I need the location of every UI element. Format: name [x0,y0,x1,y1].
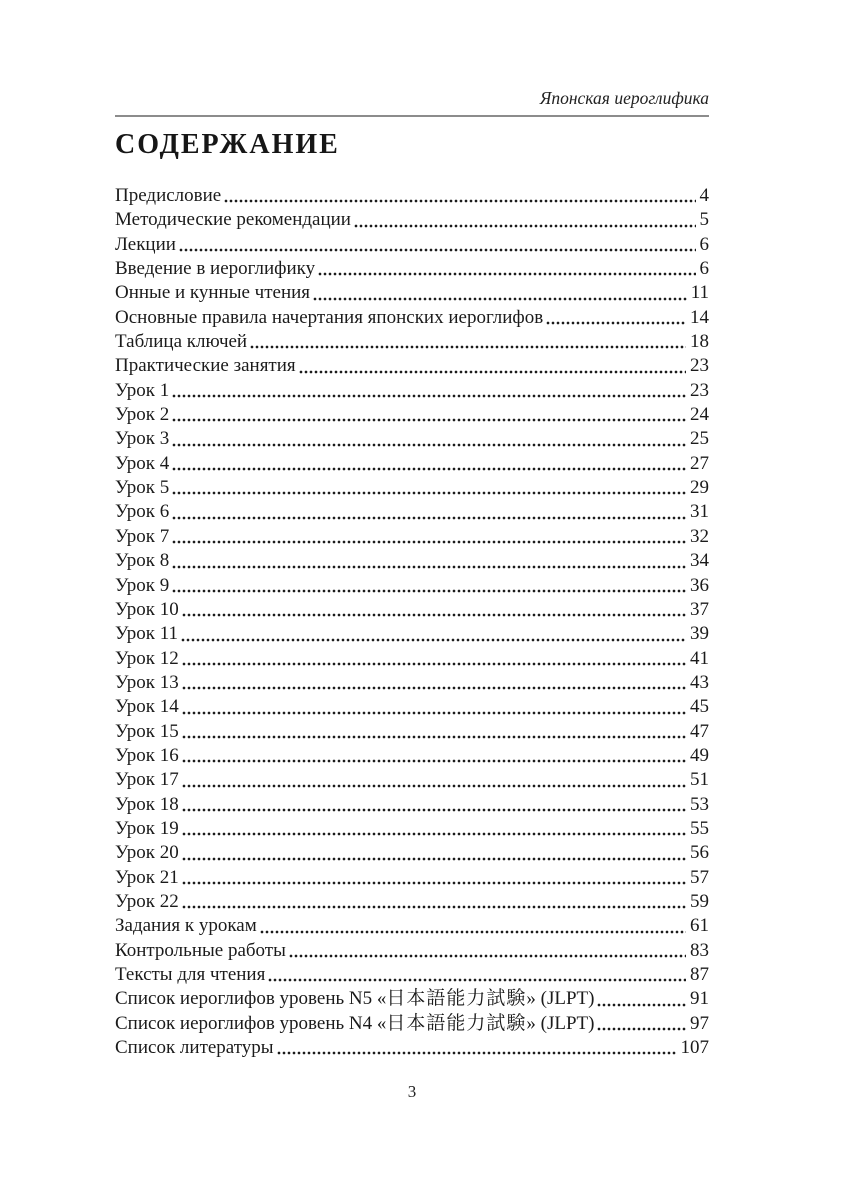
toc-entry [115,379,709,403]
toc-entry-page: 24 [690,404,709,426]
toc-entry-label: Урок 3 [115,428,170,450]
toc-entry-page: 6 [699,258,709,280]
toc-entry-label: Урок 22 [115,890,179,912]
toc-entry-label: Урок 6 [115,501,170,523]
toc-dot-leader [172,565,686,569]
toc-entry [115,1036,709,1060]
toc-dot-leader [182,808,686,812]
footer-page-number: 3 [407,1082,417,1101]
toc-dot-leader [597,1003,686,1007]
toc-entry-page: 4 [699,185,709,206]
toc-entry [115,525,709,549]
toc-dot-leader [224,199,695,203]
toc-entry [115,987,709,1011]
toc-entry [115,622,709,646]
toc-entry-label: Введение в иероглифику [115,258,316,280]
toc-dot-leader [597,1027,686,1031]
toc-entry-label: Онные и кунные чтения [115,282,311,304]
toc-dot-leader [182,686,686,690]
toc-dot-leader [182,735,686,739]
toc-entry-label: Основные правила начертания японских иероглифов [115,306,544,328]
toc-entry [115,330,709,354]
toc-entry [115,841,709,865]
toc-dot-leader [260,930,686,934]
toc-dot-leader [172,540,686,544]
toc-entry-label: Предисловие [115,185,222,206]
toc-dot-leader [354,224,696,228]
toc-dot-leader [546,321,686,325]
toc-entry-page: 43 [690,671,709,693]
toc-entry [115,1012,709,1036]
toc-entry [115,500,709,524]
toc-entry-label: Практические занятия [115,355,296,377]
toc-dot-leader [277,1051,677,1055]
toc-entry-page: 107 [680,1037,709,1059]
toc-entry-page: 51 [690,769,709,791]
toc-entry-label: Урок 15 [115,720,179,742]
toc-entry-label: Список иероглифов уровень N5 «日本語能力試験» (JLPT) [115,987,595,1010]
toc-entry [115,208,709,232]
toc-dot-leader [299,370,686,374]
toc-entry [115,647,709,671]
toc-entry-page: 49 [690,744,709,766]
toc-dot-leader [179,248,696,252]
toc-entry [115,793,709,817]
toc-dot-leader [182,857,686,861]
toc-entry-label: Задания к урокам [115,915,257,937]
toc-list [115,184,709,1060]
toc-entry-label: Урок 20 [115,842,179,864]
toc-entry-label: Урок 5 [115,477,170,499]
toc-entry-label: Урок 10 [115,598,179,620]
header-rule [115,115,709,117]
toc-dot-leader [172,443,686,447]
toc-entry-page: 61 [690,915,709,937]
toc-entry-label: Урок 19 [115,817,179,839]
toc-dot-leader [182,832,686,836]
toc-entry [115,233,709,257]
toc-entry-label: Таблица ключей [115,331,248,353]
toc-dot-leader [172,589,686,593]
toc-dot-leader [182,784,686,788]
toc-entry-label: Урок 17 [115,769,179,791]
jlpt-kanji-text: 日本語能力試験 [386,987,527,1010]
toc-entry-label: Урок 8 [115,550,170,572]
toc-dot-leader [172,394,686,398]
page-title: СОДЕРЖАНИЕ [115,129,340,160]
toc-dot-leader [182,905,686,909]
toc-entry-label: Методические рекомендации [115,209,351,231]
toc-entry-label: Контрольные работы [115,939,286,961]
toc-entry-page: 37 [690,598,709,620]
toc-entry [115,184,709,208]
toc-entry-label: Урок 4 [115,452,170,474]
toc-dot-leader [172,516,686,520]
toc-entry-page: 36 [690,574,709,596]
toc-dot-leader [289,954,686,958]
toc-entry-page: 23 [690,379,709,401]
toc-entry-page: 53 [690,793,709,815]
toc-entry [115,890,709,914]
toc-entry [115,281,709,305]
toc-entry-label: Урок 11 [115,623,179,645]
toc-entry-label: Тексты для чтения [115,964,266,985]
toc-entry [115,914,709,938]
toc-entry-page: 29 [690,477,709,499]
toc-entry-page: 56 [690,842,709,864]
toc-entry-label: Лекции [115,233,176,255]
toc-entry-page: 25 [690,428,709,450]
toc-dot-leader [172,418,686,422]
toc-dot-leader [182,881,686,885]
toc-entry-label: Урок 2 [115,404,170,426]
toc-entry-page: 57 [690,866,709,888]
toc-entry-page: 6 [699,233,709,255]
toc-entry [115,817,709,841]
toc-entry-page: 31 [690,501,709,523]
toc-entry-label: Урок 14 [115,696,179,718]
toc-dot-leader [318,272,695,276]
toc-entry-label: Урок 18 [115,793,179,815]
toc-entry-page: 27 [690,452,709,474]
toc-entry [115,574,709,598]
toc-entry-page: 32 [690,525,709,547]
toc-entry [115,598,709,622]
toc-dot-leader [182,662,686,666]
toc-entry [115,695,709,719]
toc-entry-page: 97 [690,1012,709,1034]
toc-entry-page: 91 [690,988,709,1010]
toc-entry [115,306,709,330]
toc-entry-label: Урок 1 [115,379,170,401]
toc-entry-page: 83 [690,939,709,961]
toc-entry-label: Урок 7 [115,525,170,547]
toc-entry [115,939,709,963]
toc-dot-leader [182,613,686,617]
toc-dot-leader [172,491,686,495]
toc-entry [115,549,709,573]
toc-entry-label: Список литературы [115,1037,274,1059]
toc-entry [115,354,709,378]
toc-dot-leader [182,711,686,715]
toc-entry [115,720,709,744]
toc-entry-page: 39 [690,623,709,645]
toc-entry [115,744,709,768]
toc-entry-label: Урок 12 [115,647,179,669]
toc-entry-page: 18 [690,331,709,353]
toc-entry-page: 47 [690,720,709,742]
toc-entry-page: 87 [690,964,709,985]
toc-entry [115,866,709,890]
toc-entry-label: Список иероглифов уровень N4 «日本語能力試験» (JLPT) [115,1011,595,1034]
toc-entry-page: 23 [690,355,709,377]
jlpt-kanji-text: 日本語能力試験 [386,1011,527,1034]
toc-entry-label: Урок 16 [115,744,179,766]
toc-entry-label: Урок 13 [115,671,179,693]
toc-entry-page: 34 [690,550,709,572]
toc-dot-leader [182,759,686,763]
toc-entry [115,963,709,987]
toc-entry-page: 5 [699,209,709,231]
toc-entry-page: 59 [690,890,709,912]
toc-entry [115,476,709,500]
toc-dot-leader [172,467,686,471]
toc-entry-page: 14 [690,306,709,328]
toc-entry [115,452,709,476]
toc-entry [115,671,709,695]
toc-entry-page: 41 [690,647,709,669]
toc-dot-leader [268,978,686,982]
toc-dot-leader [181,638,686,642]
toc-entry-label: Урок 21 [115,866,179,888]
toc-entry-page: 45 [690,696,709,718]
running-header: Японская иероглифика [539,88,709,108]
toc-entry-page: 55 [690,817,709,839]
toc-dot-leader [313,297,687,301]
toc-entry-page: 11 [690,282,709,304]
toc-entry [115,403,709,427]
toc-entry [115,257,709,281]
toc-entry [115,427,709,451]
toc-dot-leader [250,345,686,349]
toc-entry [115,768,709,792]
toc-entry-label: Урок 9 [115,574,170,596]
